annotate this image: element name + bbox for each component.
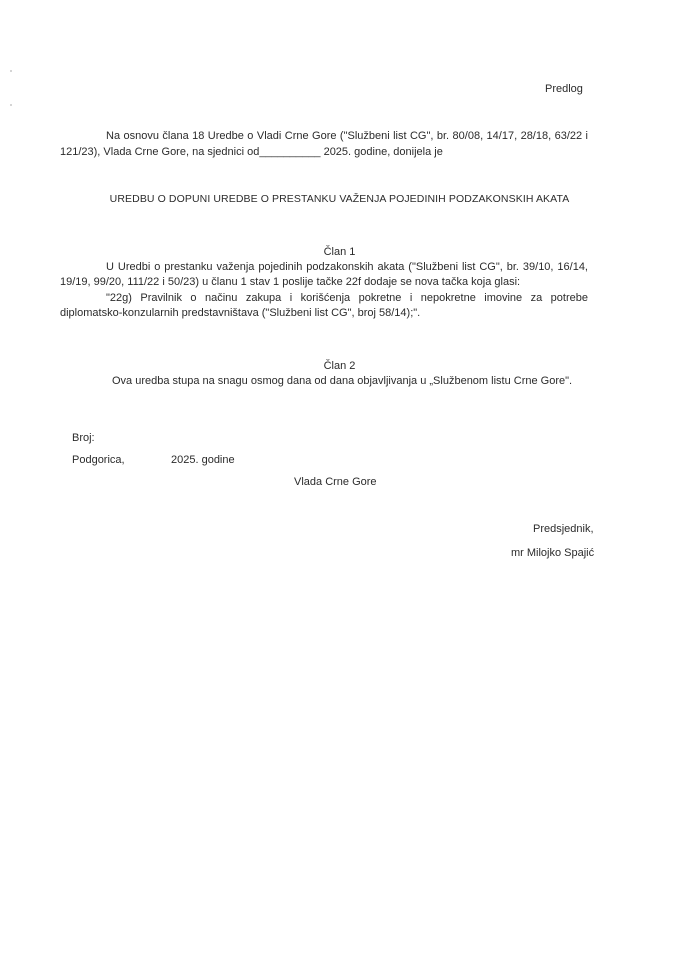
scan-speck (10, 70, 12, 72)
scan-speck (10, 104, 12, 106)
article-1-body: U Uredbi o prestanku važenja pojedinih podzakonskih akata ("Službeni list CG", br. 39/10, 16/14, 19/19, 99/20, 111/22 i 50/23) u članu 1 stav 1 poslije tačke 22f dodaje se nova tačka koja glasi: (60, 261, 588, 288)
draft-label: Predlog (545, 83, 583, 95)
signer-title: Predsjednik, (533, 523, 594, 535)
article-2-body: Ova uredba stupa na snagu osmog dana od dana objavljivanja u „Službenom listu Crne Gore". (112, 375, 573, 387)
number-label: Broj: (72, 432, 95, 444)
date-label: 2025. godine (171, 454, 235, 466)
decree-title: UREDBU O DOPUNI UREDBE O PRESTANKU VAŽENJA POJEDINIH PODZAKONSKIH AKATA (109, 193, 570, 205)
signer-name: mr Milojko Spajić (511, 547, 595, 559)
place-label: Podgorica, (72, 454, 125, 466)
article-1-quote: "22g) Pravilnik o načinu zakupa i korišćenja pokretne i nepokretne imovine za potrebe diplomatsko-konzularnih predstavništava ("Službeni list CG", broj 58/14);". (60, 292, 588, 319)
article-1-heading: Član 1 (323, 246, 356, 258)
preamble-paragraph: Na osnovu člana 18 Uredbe o Vladi Crne Gore ("Službeni list CG", br. 80/08, 14/17, 28/18, 63/22 i 121/23), Vlada Crne Gore, na sjednici od__________ 2025. godine, donijela je (60, 130, 588, 158)
article-2-heading: Član 2 (323, 360, 356, 372)
government-name: Vlada Crne Gore (294, 476, 377, 488)
